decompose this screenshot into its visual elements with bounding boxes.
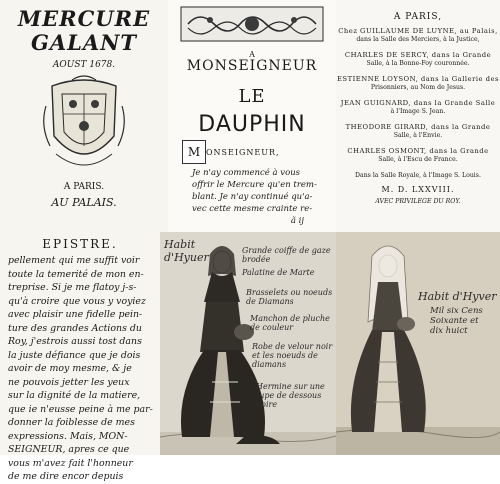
plate-title xyxy=(418,290,496,303)
epistre-page xyxy=(0,232,160,482)
closing-line: Dans la Salle Royale, à l'Image S. Louis. xyxy=(355,172,481,179)
publisher-line: à l'Image S. Jean. xyxy=(390,108,446,115)
epistre-text xyxy=(8,254,156,484)
coat-of-arms-illustration xyxy=(42,76,126,176)
ornamental-headpiece xyxy=(180,6,324,42)
dedication-dauphin: DAUPHIN xyxy=(198,112,306,137)
text-line: SEIGNEUR, apres ce que xyxy=(8,444,130,455)
text-line: avec plaisir une fidelle pein- xyxy=(8,309,143,320)
caption-line: de Diamans xyxy=(246,297,294,306)
caption-line: Manchon de pluche xyxy=(250,314,330,323)
imprint-place: A PARIS, xyxy=(393,12,443,22)
subtitle-line: dix huict xyxy=(430,326,468,336)
plate-title xyxy=(164,238,209,264)
text-line: vous m'avez fait l'honneur xyxy=(8,457,133,469)
fashion-plate-habit-dhyver xyxy=(336,232,500,455)
publisher-line: JEAN GUIGNARD, dans la Grande Salle xyxy=(340,99,496,107)
text-line: blant. Je n'ay continué qu'a- xyxy=(192,192,313,202)
text-line: sur la dignité de la matiere, xyxy=(8,390,141,401)
caption-robe xyxy=(252,342,336,369)
subtitle-line: Mil six Cens xyxy=(430,306,483,316)
caption-ermine xyxy=(256,382,336,409)
plate-subtitle xyxy=(430,306,483,336)
privilege-notice: AVEC PRIVILEGE DU ROY. xyxy=(375,198,461,205)
signature-mark: ã ij xyxy=(290,216,304,226)
caption-muff xyxy=(250,314,330,332)
dedication-a: A xyxy=(249,50,255,59)
title-line-1: MERCURE xyxy=(17,6,151,31)
publisher-line: THEODORE GIRARD, dans la Grande xyxy=(345,123,491,131)
decorated-initial: M xyxy=(182,140,206,164)
lady-figure-illustration xyxy=(336,232,500,455)
text-line: de me dire encor depuis xyxy=(8,471,124,482)
text-line: toute la temerité de mon en- xyxy=(8,268,144,280)
dedication-monseigneur: MONSEIGNEUR xyxy=(186,58,318,74)
caption-line: brodée xyxy=(242,255,271,264)
mercure-galant-title-page xyxy=(0,0,168,232)
text-line: Roy, j'estrois aussi tost dans xyxy=(8,336,142,347)
publisher-line: ESTIENNE LOYSON, dans la Gallerie des xyxy=(336,75,500,83)
text-line: treprise. Si je me flatoy j-s- xyxy=(8,282,137,293)
publishers-imprint-page xyxy=(336,0,500,232)
publisher-line: dans la Salle des Merciers, à la Justice, xyxy=(356,36,480,43)
caption-line: Hermine sur une xyxy=(256,382,325,391)
caption-line: Grande coiffe de gaze xyxy=(242,246,331,255)
title-line-2: GALANT xyxy=(30,30,138,55)
text-line: donner la foiblesse de mes xyxy=(8,417,135,428)
dedication-text xyxy=(192,167,322,227)
text-line: Je n'ay commencé à vous xyxy=(192,168,301,178)
caption-line: et les noeuds de diamans xyxy=(252,351,318,369)
subtitle-line: Soixante et xyxy=(430,316,479,326)
text-line: ne pouvois jetter les yeux xyxy=(8,376,130,388)
caption-palatine xyxy=(242,268,314,277)
dedication-le: LE xyxy=(238,86,266,107)
dedication-page xyxy=(168,0,336,232)
issue-date: AOUST 1678. xyxy=(52,60,116,70)
publisher-line: CHARLES OSMONT, dans la Grande xyxy=(347,147,489,155)
caption-line: Jupe de dessous noire xyxy=(256,391,322,409)
text-line: ture des grandes Actions du xyxy=(8,322,142,334)
text-line: expressions. Mais, MON- xyxy=(8,430,128,442)
dedication-salutation: ONSEIGNEUR, xyxy=(206,148,280,157)
caption-line: Robe de velour noir xyxy=(252,342,333,351)
imprint-place: A PARIS. xyxy=(63,182,105,192)
plate-title-line: d'Hyuer xyxy=(164,251,209,264)
publisher-line: Salle, à la Bonne-Foy couronnée. xyxy=(366,60,470,67)
fashion-plate-dark-gown xyxy=(160,232,336,455)
publisher-line: Prisonniers, au Nom de Jesus. xyxy=(370,84,466,91)
caption-line: de couleur xyxy=(250,323,294,332)
plate-title-line: Habit d'Hyver xyxy=(418,290,497,303)
text-line: la juste défiance que je dois xyxy=(8,349,141,361)
imprint-venue: AU PALAIS. xyxy=(51,196,117,209)
publisher-line: Salle, à l'Envie. xyxy=(393,132,443,139)
caption-bracelets xyxy=(246,288,332,306)
caption-line: Palatine de Marte xyxy=(242,268,315,277)
publisher-line: Salle, à l'Escu de France. xyxy=(378,156,458,163)
caption-line: Brasselets ou noeuds xyxy=(246,288,333,297)
text-line: offrir le Mercure qu'en trem- xyxy=(192,180,317,190)
plate-title-line: Habit xyxy=(164,238,196,251)
epistre-heading: EPISTRE. xyxy=(42,237,118,251)
text-line: que ie n'eusse peine à me par- xyxy=(8,403,153,415)
caption-headdress xyxy=(242,246,331,264)
publisher-line: Chez GUILLAUME DE LUYNE, au Palais, xyxy=(338,27,498,35)
text-line: vec cette mesme crainte re- xyxy=(192,204,313,214)
publisher-line: CHARLES DE SERCY, dans la Grande xyxy=(344,51,492,59)
text-line: qu'à croire que vous y voyiez xyxy=(8,295,146,307)
imprint-year: M. D. LXXVIII. xyxy=(381,185,455,194)
text-line: avoir de moy mesme, & je xyxy=(8,363,132,374)
text-line: pellement qui me suffit voir xyxy=(8,255,140,266)
